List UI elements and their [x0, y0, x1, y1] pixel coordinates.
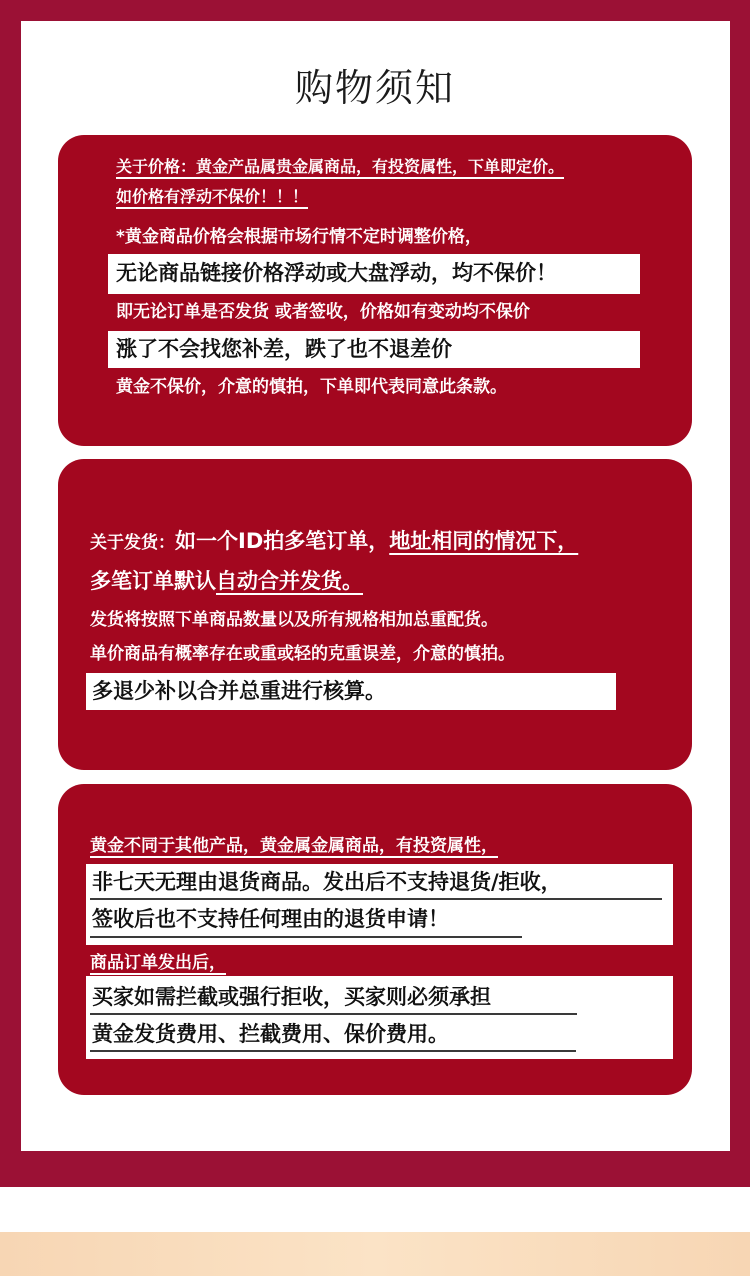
price-line-2: 如价格有浮动不保价！！！: [116, 187, 309, 206]
returns-underline-3: [90, 1013, 577, 1015]
returns-highlight-box-2: [86, 976, 673, 1059]
shipping-line-1-b: 地址相同的情况下，: [389, 529, 579, 553]
shipping-line-5: 多退少补以合并总重进行核算。: [92, 679, 386, 703]
shipping-line-3: 发货将按照下单商品数量以及所有规格相加总重配货。: [90, 610, 498, 630]
bottom-decorative-strip: [0, 1232, 750, 1276]
shipping-line-1-a: 如一个ID拍多笔订单，: [175, 529, 390, 553]
returns-line-3: 签收后也不支持任何理由的退货申请！: [92, 907, 449, 931]
price-line-3: *黄金商品价格会根据市场行情不定时调整价格，: [116, 227, 482, 247]
returns-line-1: 黄金不同于其他产品，黄金属金属商品，有投资属性，: [90, 836, 498, 856]
returns-line-5: 买家如需拦截或强行拒收，买家则必须承担: [92, 985, 491, 1009]
returns-underline-1: [90, 898, 662, 900]
price-line-1: 关于价格：黄金产品属贵金属商品，有投资属性，下单即定价。: [116, 157, 565, 176]
shipping-line-1: [90, 531, 578, 552]
returns-line-6: 黄金发货费用、拦截费用、保价费用。: [92, 1022, 449, 1046]
shipping-line-2-a: 多笔订单默认: [90, 569, 216, 593]
returns-highlight-box-1: [86, 864, 673, 945]
price-line-7: 黄金不保价，介意的慎拍，下单即代表同意此条款。: [116, 377, 507, 397]
price-highlight-box-2: [108, 331, 640, 368]
price-notice-card: [58, 135, 692, 446]
returns-line-4: 商品订单发出后，: [90, 953, 226, 973]
shipping-notice-card: [58, 459, 692, 770]
shipping-line-2-b: 自动合并发货。: [216, 569, 363, 593]
price-line-5: 即无论订单是否发货 或者签收，价格如有变动均不保价: [116, 302, 530, 322]
returns-notice-card: [58, 784, 692, 1095]
price-line-6: 涨了不会找您补差，跌了也不退差价: [116, 337, 452, 361]
price-highlight-box-1: [108, 254, 640, 294]
shipping-line-4: 单价商品有概率存在或重或轻的克重误差，介意的慎拍。: [90, 644, 515, 664]
shipping-label: 关于发货：: [90, 533, 175, 553]
returns-line-2: 非七天无理由退货商品。发出后不支持退货/拒收，: [92, 870, 562, 894]
price-line-4: 无论商品链接价格浮动或大盘浮动，均不保价！: [116, 261, 557, 285]
shipping-line-2: [90, 571, 363, 592]
returns-underline-4: [90, 1050, 576, 1052]
shipping-highlight-box: [86, 673, 616, 710]
page-title: 购物须知: [294, 66, 455, 110]
returns-underline-2: [90, 936, 522, 938]
